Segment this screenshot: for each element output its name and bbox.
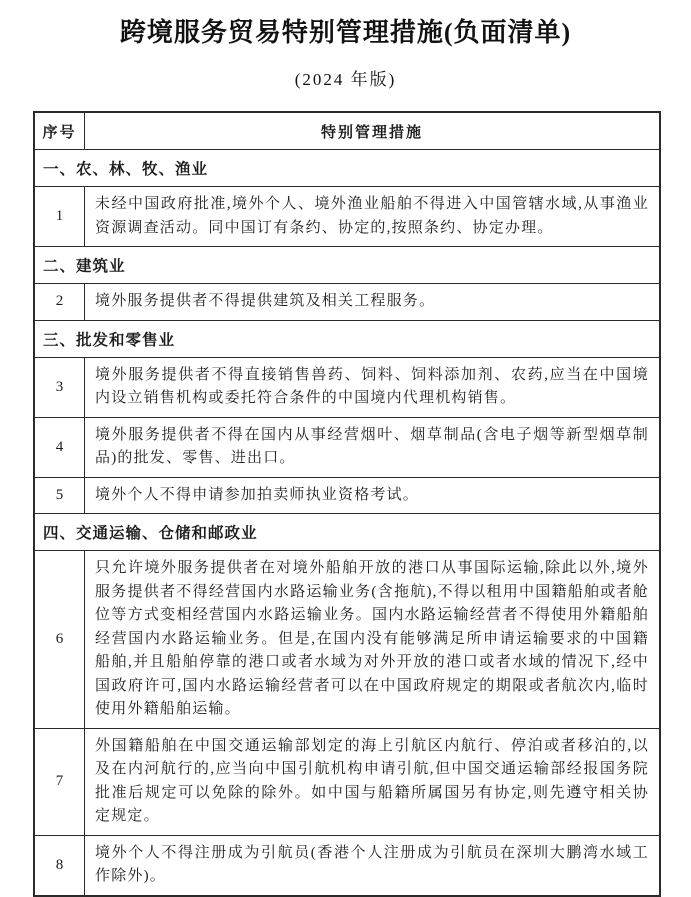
- section-row: [34, 150, 660, 187]
- measure-text: 境外服务提供者不得提供建筑及相关工程服务。: [85, 284, 661, 321]
- measure-text: 只允许境外服务提供者在对境外船舶开放的港口从事国际运输,除此以外,境外服务提供者不得经营国内水路运输业务(含拖航),不得以租用中国籍船舶或者舱位等方式变相经营国内水路运输业务。国内水路运输经营者不得使用外籍船舶经营国内水路运输业务。但是,在国内没有能够满足所申请运输要求的中国籍船舶,并且船舶停靠的港口或者水域为对外开放的港口或者水域的情况下,经中国政府许可,国内水路运输经营者可以在中国政府规定的期限或者航次内,临时使用外籍船舶运输。: [85, 551, 661, 729]
- section-row: [34, 320, 660, 357]
- measure-row: [34, 835, 660, 896]
- measure-row: [34, 551, 660, 729]
- section-label: 一、农、林、牧、渔业: [34, 150, 660, 187]
- section-label: 三、批发和零售业: [34, 320, 660, 357]
- measure-text: 未经中国政府批准,境外个人、境外渔业船舶不得进入中国管辖水域,从事渔业资源调查活动。同中国订有条约、协定的,按照条约、协定办理。: [85, 187, 661, 247]
- measure-text: 外国籍船舶在中国交通运输部划定的海上引航区内航行、停泊或者移泊的,以及在内河航行的,应当向中国引航机构申请引航,但中国交通运输部经报国务院批准后规定可以免除的除外。如中国与船籍所属国另有协定,则先遵守相关协定规定。: [85, 728, 661, 835]
- measure-number: 2: [34, 284, 85, 321]
- column-header-measure: 特别管理措施: [85, 112, 661, 150]
- measure-row: [34, 284, 660, 321]
- measure-text: 境外服务提供者不得在国内从事经营烟叶、烟草制品(含电子烟等新型烟草制品)的批发、零售、进出口。: [85, 417, 661, 477]
- measure-number: 3: [34, 357, 85, 417]
- measure-number: 1: [34, 187, 85, 247]
- page-subtitle: (2024 年版): [294, 70, 397, 89]
- measure-row: [34, 477, 660, 514]
- measure-row: [34, 728, 660, 835]
- measure-text: 境外个人不得申请参加拍卖师执业资格考试。: [85, 477, 661, 514]
- measure-row: [34, 187, 660, 247]
- measures-table: [33, 111, 661, 897]
- header-row: [34, 112, 660, 150]
- measure-row: [34, 357, 660, 417]
- measure-number: 8: [34, 835, 85, 896]
- measure-row: [34, 417, 660, 477]
- section-row: [34, 514, 660, 551]
- measure-text: 境外服务提供者不得直接销售兽药、饲料、饲料添加剂、农药,应当在中国境内设立销售机构或委托符合条件的中国境内代理机构销售。: [85, 357, 661, 417]
- section-label: 二、建筑业: [34, 247, 660, 284]
- measures-table-body: [34, 150, 660, 896]
- measure-number: 7: [34, 728, 85, 835]
- measures-table-head: [34, 112, 660, 150]
- measure-number: 6: [34, 551, 85, 729]
- measure-text: 境外个人不得注册成为引航员(香港个人注册成为引航员在深圳大鹏湾水域工作除外)。: [85, 835, 661, 896]
- measure-number: 5: [34, 477, 85, 514]
- section-label: 四、交通运输、仓储和邮政业: [34, 514, 660, 551]
- section-row: [34, 247, 660, 284]
- page-title: 跨境服务贸易特别管理措施(负面清单): [119, 18, 572, 47]
- measure-number: 4: [34, 417, 85, 477]
- column-header-index: 序号: [34, 112, 85, 150]
